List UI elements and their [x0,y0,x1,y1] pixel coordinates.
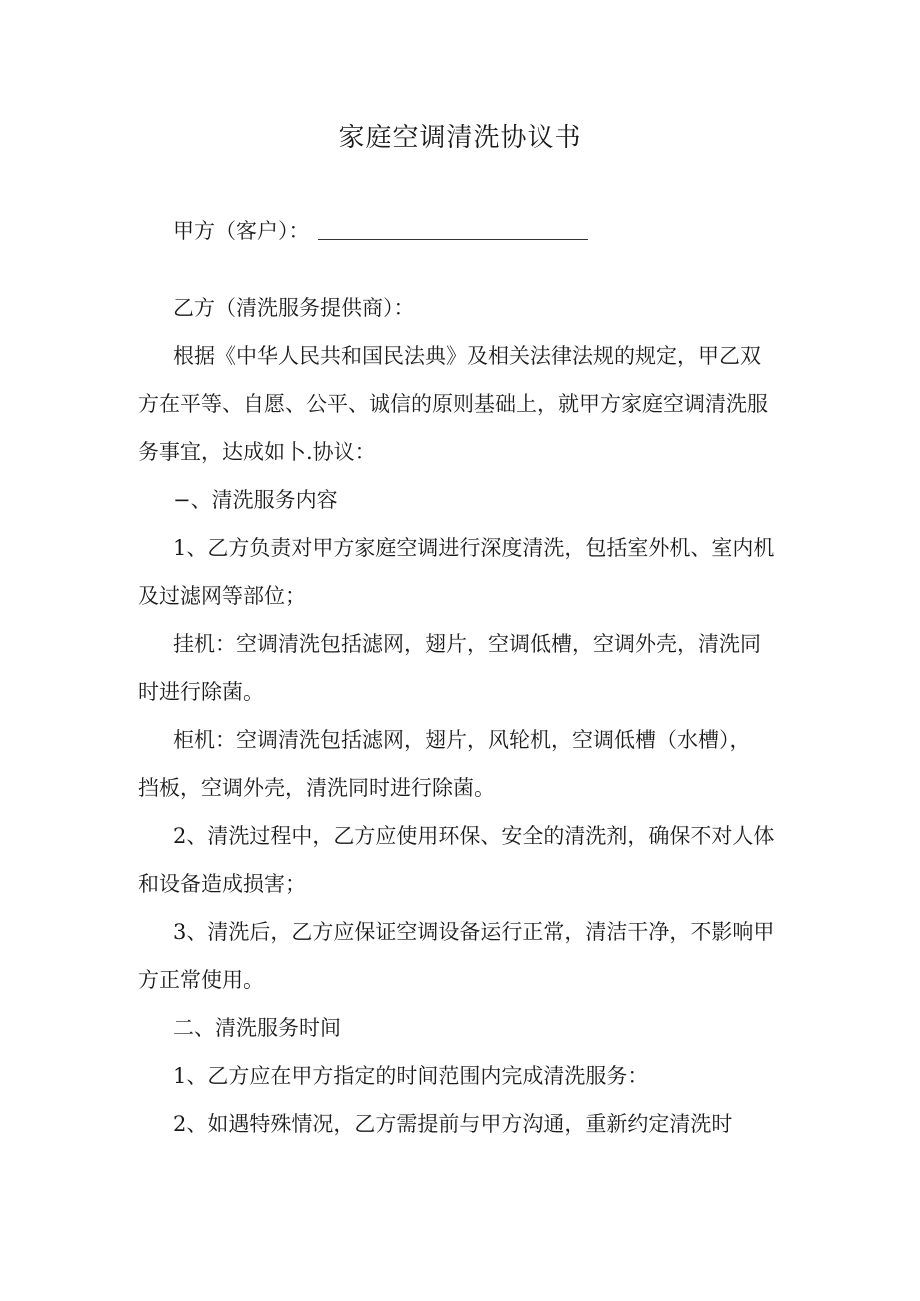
text-line: 及过滤网等部位； [138,584,306,608]
document-title: 家庭空调清洗协议书 [338,123,582,153]
text-line: 方在平等、自愿、公平、诚信的原则基础上，就甲方家庭空调清洗服 [138,392,768,416]
clause-wall-unit [138,620,788,716]
party-a-label: 甲方（客户）： [173,219,310,243]
clause-2-2 [138,1100,788,1148]
text-line: 和设备造成损害； [138,872,306,896]
text-line: 根据《中华人民共和国民法典》及相关法律法规的规定，甲乙双 [173,344,761,368]
paragraph-preamble [138,332,788,476]
agreement-body [138,284,788,1148]
text-line: 3、清洗后，乙方应保证空调设备运行正常，清洁干净，不影响甲 [173,920,775,944]
text-line: 务事宜，达成如卜.协议： [138,440,376,464]
clause-1-3 [138,908,788,1004]
paragraph-party-b [138,284,788,332]
text-line: 1、乙方应在甲方指定的时间范围内完成清洗服务： [173,1064,649,1088]
text-line: 二、清洗服务时间 [173,1016,341,1040]
party-a-blank-field [318,217,588,240]
text-line: 挂机：空调清洗包括滤网，翅片，空调低槽，空调外壳，清洗同 [173,632,761,656]
clause-1-2 [138,812,788,908]
text-line: 2、清洗过程中，乙方应使用环保、安全的清洗剂，确保不对人体 [173,824,775,848]
section-heading-service-time [138,1004,788,1052]
text-line: 2、如遇特殊情况，乙方需提前与甲方沟通，重新约定清洗时 [173,1112,733,1136]
text-line: 乙方（清洗服务提供商）： [173,296,415,320]
text-line: 方正常使用。 [138,968,264,992]
text-line: −、清洗服务内容 [173,488,338,512]
text-line: 时进行除菌。 [138,680,264,704]
clause-2-1 [138,1052,788,1100]
party-a-line [173,214,588,248]
text-line: 柜机：空调清洗包括滤网，翅片，风轮机，空调低槽（水槽）， [173,728,751,752]
text-line: 1、乙方负责对甲方家庭空调进行深度清洗，包括室外机、室内机 [173,536,775,560]
clause-floor-unit [138,716,788,812]
section-heading-service-content [138,476,788,524]
clause-1-1 [138,524,788,620]
text-line: 挡板，空调外壳，清洗同时进行除菌。 [138,776,495,800]
